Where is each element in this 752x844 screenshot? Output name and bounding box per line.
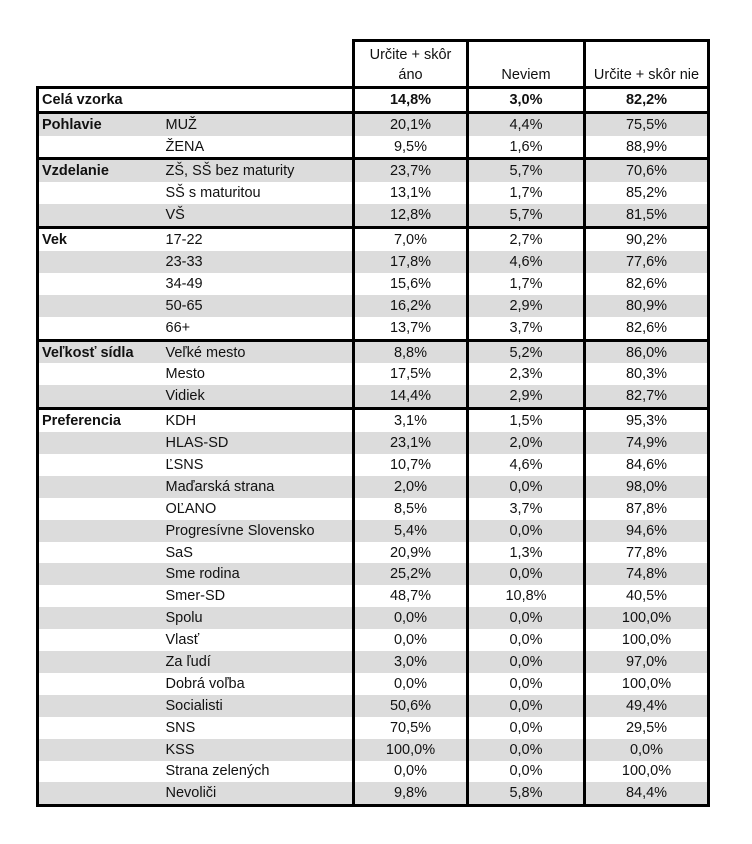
cell-dontknow: 2,9% (468, 295, 585, 317)
row-label: VŠ (163, 204, 354, 227)
cell-dontknow: 1,3% (468, 542, 585, 564)
table-row (38, 695, 709, 717)
row-label: Veľké mesto (163, 340, 354, 363)
cell-yes: 9,8% (354, 782, 468, 805)
row-label: MUŽ (163, 112, 354, 135)
cell-dontknow: 0,0% (468, 761, 585, 783)
cell-yes: 7,0% (354, 228, 468, 251)
cell-no: 100,0% (585, 673, 709, 695)
table-row (38, 295, 709, 317)
cell-no: 98,0% (585, 476, 709, 498)
table-row (38, 585, 709, 607)
table-row (38, 228, 709, 251)
row-label: Progresívne Slovensko (163, 520, 354, 542)
cell-no: 75,5% (585, 112, 709, 135)
total-no: 82,2% (585, 87, 709, 112)
cell-yes: 0,0% (354, 673, 468, 695)
cell-no: 82,6% (585, 273, 709, 295)
row-label: Za ľudí (163, 651, 354, 673)
cell-dontknow: 5,7% (468, 204, 585, 227)
cell-no: 70,6% (585, 159, 709, 182)
cell-no: 74,9% (585, 432, 709, 454)
cell-yes: 2,0% (354, 476, 468, 498)
header-row-2 (38, 64, 709, 87)
cell-dontknow: 1,7% (468, 273, 585, 295)
table-row (38, 273, 709, 295)
cell-no: 100,0% (585, 629, 709, 651)
cell-yes: 8,5% (354, 498, 468, 520)
table-row (38, 629, 709, 651)
table-row (38, 739, 709, 761)
cell-yes: 20,1% (354, 112, 468, 135)
table-row (38, 340, 709, 363)
cell-no: 95,3% (585, 409, 709, 432)
cell-no: 80,3% (585, 363, 709, 385)
cell-dontknow: 10,8% (468, 585, 585, 607)
row-label: SaS (165, 544, 193, 561)
row-label: KDH (163, 409, 354, 432)
table-row (38, 363, 709, 385)
row-label: Maďarská strana (163, 476, 354, 498)
cell-yes: 5,4% (354, 520, 468, 542)
table-row (38, 454, 709, 476)
cell-yes: 3,0% (354, 651, 468, 673)
cell-no: 82,7% (585, 385, 709, 408)
cell-dontknow: 0,0% (468, 695, 585, 717)
row-label: Socialisti (163, 695, 354, 717)
cell-dontknow: 4,6% (468, 454, 585, 476)
cell-no: 94,6% (585, 520, 709, 542)
cell-no: 97,0% (585, 651, 709, 673)
col-header-yes-line1: Určite + skôr (354, 41, 468, 64)
cell-dontknow: 0,0% (468, 651, 585, 673)
cell-no: 84,4% (585, 782, 709, 805)
cell-yes: 13,1% (354, 182, 468, 204)
row-label: Strana zelených (165, 763, 270, 780)
table-row (38, 542, 709, 564)
table-row (38, 651, 709, 673)
cell-yes: 16,2% (354, 295, 468, 317)
cell-yes: 70,5% (354, 717, 468, 739)
row-label: ZŠ, SŠ bez maturity (163, 159, 354, 182)
group-label: Vzdelanie (38, 159, 163, 182)
row-label: Mesto (165, 366, 205, 383)
table-row (38, 717, 709, 739)
row-label: SNS (165, 719, 196, 736)
header-row (38, 41, 709, 64)
table-row (38, 112, 709, 135)
cell-no: 100,0% (585, 607, 709, 629)
table-row (38, 251, 709, 273)
cell-dontknow: 3,7% (468, 317, 585, 340)
cell-dontknow: 2,7% (468, 228, 585, 251)
cell-dontknow: 3,7% (468, 498, 585, 520)
cell-yes: 23,7% (354, 159, 468, 182)
table-row (38, 563, 709, 585)
cell-no: 77,6% (585, 251, 709, 273)
group-label: Pohlavie (38, 112, 163, 135)
cell-no: 90,2% (585, 228, 709, 251)
cell-no: 77,8% (585, 542, 709, 564)
row-label: ŽENA (165, 138, 205, 155)
table-row (38, 182, 709, 204)
row-label: KSS (163, 739, 354, 761)
cell-yes: 9,5% (354, 136, 468, 159)
cell-no: 82,6% (585, 317, 709, 340)
cell-no: 40,5% (585, 585, 709, 607)
table-row (38, 409, 709, 432)
col-header-dontknow: Neviem (468, 64, 585, 87)
row-label: Nevoliči (163, 782, 354, 805)
cell-yes: 12,8% (354, 204, 468, 227)
cell-yes: 3,1% (354, 409, 468, 432)
cell-yes: 50,6% (354, 695, 468, 717)
total-yes: 14,8% (354, 87, 468, 112)
cell-no: 80,9% (585, 295, 709, 317)
cell-dontknow: 2,0% (468, 432, 585, 454)
cell-no: 74,8% (585, 563, 709, 585)
col-header-no: Určite + skôr nie (585, 64, 709, 87)
cell-yes: 20,9% (354, 542, 468, 564)
cell-yes: 0,0% (354, 607, 468, 629)
cell-yes: 10,7% (354, 454, 468, 476)
cell-dontknow: 2,3% (468, 363, 585, 385)
table-row (38, 476, 709, 498)
col-header-yes-line2: áno (354, 64, 468, 87)
table-row (38, 673, 709, 695)
cell-yes: 48,7% (354, 585, 468, 607)
cell-yes: 100,0% (354, 739, 468, 761)
cell-yes: 0,0% (354, 761, 468, 783)
cell-no: 100,0% (585, 761, 709, 783)
row-label: Dobrá voľba (165, 675, 245, 692)
cell-dontknow: 5,2% (468, 340, 585, 363)
cell-yes: 14,4% (354, 385, 468, 408)
row-label: Vlasť (165, 632, 200, 649)
table-row (38, 432, 709, 454)
cell-no: 87,8% (585, 498, 709, 520)
cell-no: 49,4% (585, 695, 709, 717)
cell-yes: 13,7% (354, 317, 468, 340)
row-label: Vidiek (163, 385, 354, 408)
total-dontknow: 3,0% (468, 87, 585, 112)
cell-dontknow: 0,0% (468, 476, 585, 498)
total-label: Celá vzorka (38, 87, 354, 112)
cell-dontknow: 1,5% (468, 409, 585, 432)
survey-table-body (38, 41, 709, 806)
cell-no: 86,0% (585, 340, 709, 363)
row-label: 23-33 (163, 251, 354, 273)
cell-yes: 0,0% (354, 629, 468, 651)
table-row (38, 385, 709, 408)
table-row (38, 498, 709, 520)
row-label: 34-49 (165, 275, 203, 292)
cell-dontknow: 1,7% (468, 182, 585, 204)
cell-yes: 25,2% (354, 563, 468, 585)
row-label: Spolu (163, 607, 354, 629)
cell-no: 29,5% (585, 717, 709, 739)
total-row (38, 87, 709, 112)
row-label: 50-65 (163, 295, 354, 317)
cell-no: 88,9% (585, 136, 709, 159)
row-label: Smer-SD (165, 588, 226, 605)
row-label: OĽANO (165, 500, 217, 517)
cell-yes: 23,1% (354, 432, 468, 454)
table-row (38, 159, 709, 182)
group-label: Veľkosť sídla (38, 340, 163, 363)
cell-dontknow: 2,9% (468, 385, 585, 408)
table-row (38, 317, 709, 340)
table-row (38, 761, 709, 783)
cell-dontknow: 4,6% (468, 251, 585, 273)
cell-dontknow: 0,0% (468, 739, 585, 761)
table-row (38, 136, 709, 159)
cell-dontknow: 0,0% (468, 673, 585, 695)
row-label: 66+ (165, 319, 191, 336)
cell-dontknow: 4,4% (468, 112, 585, 135)
cell-dontknow: 0,0% (468, 607, 585, 629)
row-label: HLAS-SD (163, 432, 354, 454)
group-label: Vek (38, 228, 163, 251)
group-label: Preferencia (38, 409, 163, 432)
cell-dontknow: 5,8% (468, 782, 585, 805)
cell-yes: 15,6% (354, 273, 468, 295)
cell-yes: 8,8% (354, 340, 468, 363)
table-row (38, 607, 709, 629)
cell-dontknow: 5,7% (468, 159, 585, 182)
cell-dontknow: 1,6% (468, 136, 585, 159)
table-row (38, 782, 709, 805)
table-row (38, 204, 709, 227)
survey-table (36, 39, 710, 807)
cell-no: 0,0% (585, 739, 709, 761)
cell-dontknow: 0,0% (468, 520, 585, 542)
cell-yes: 17,8% (354, 251, 468, 273)
row-label: Sme rodina (163, 563, 354, 585)
row-label: 17-22 (163, 228, 354, 251)
cell-dontknow: 0,0% (468, 717, 585, 739)
cell-no: 81,5% (585, 204, 709, 227)
row-label: ĽSNS (165, 456, 204, 473)
cell-no: 85,2% (585, 182, 709, 204)
cell-dontknow: 0,0% (468, 629, 585, 651)
row-label: SŠ s maturitou (165, 185, 261, 202)
table-row (38, 520, 709, 542)
cell-no: 84,6% (585, 454, 709, 476)
cell-yes: 17,5% (354, 363, 468, 385)
cell-dontknow: 0,0% (468, 563, 585, 585)
